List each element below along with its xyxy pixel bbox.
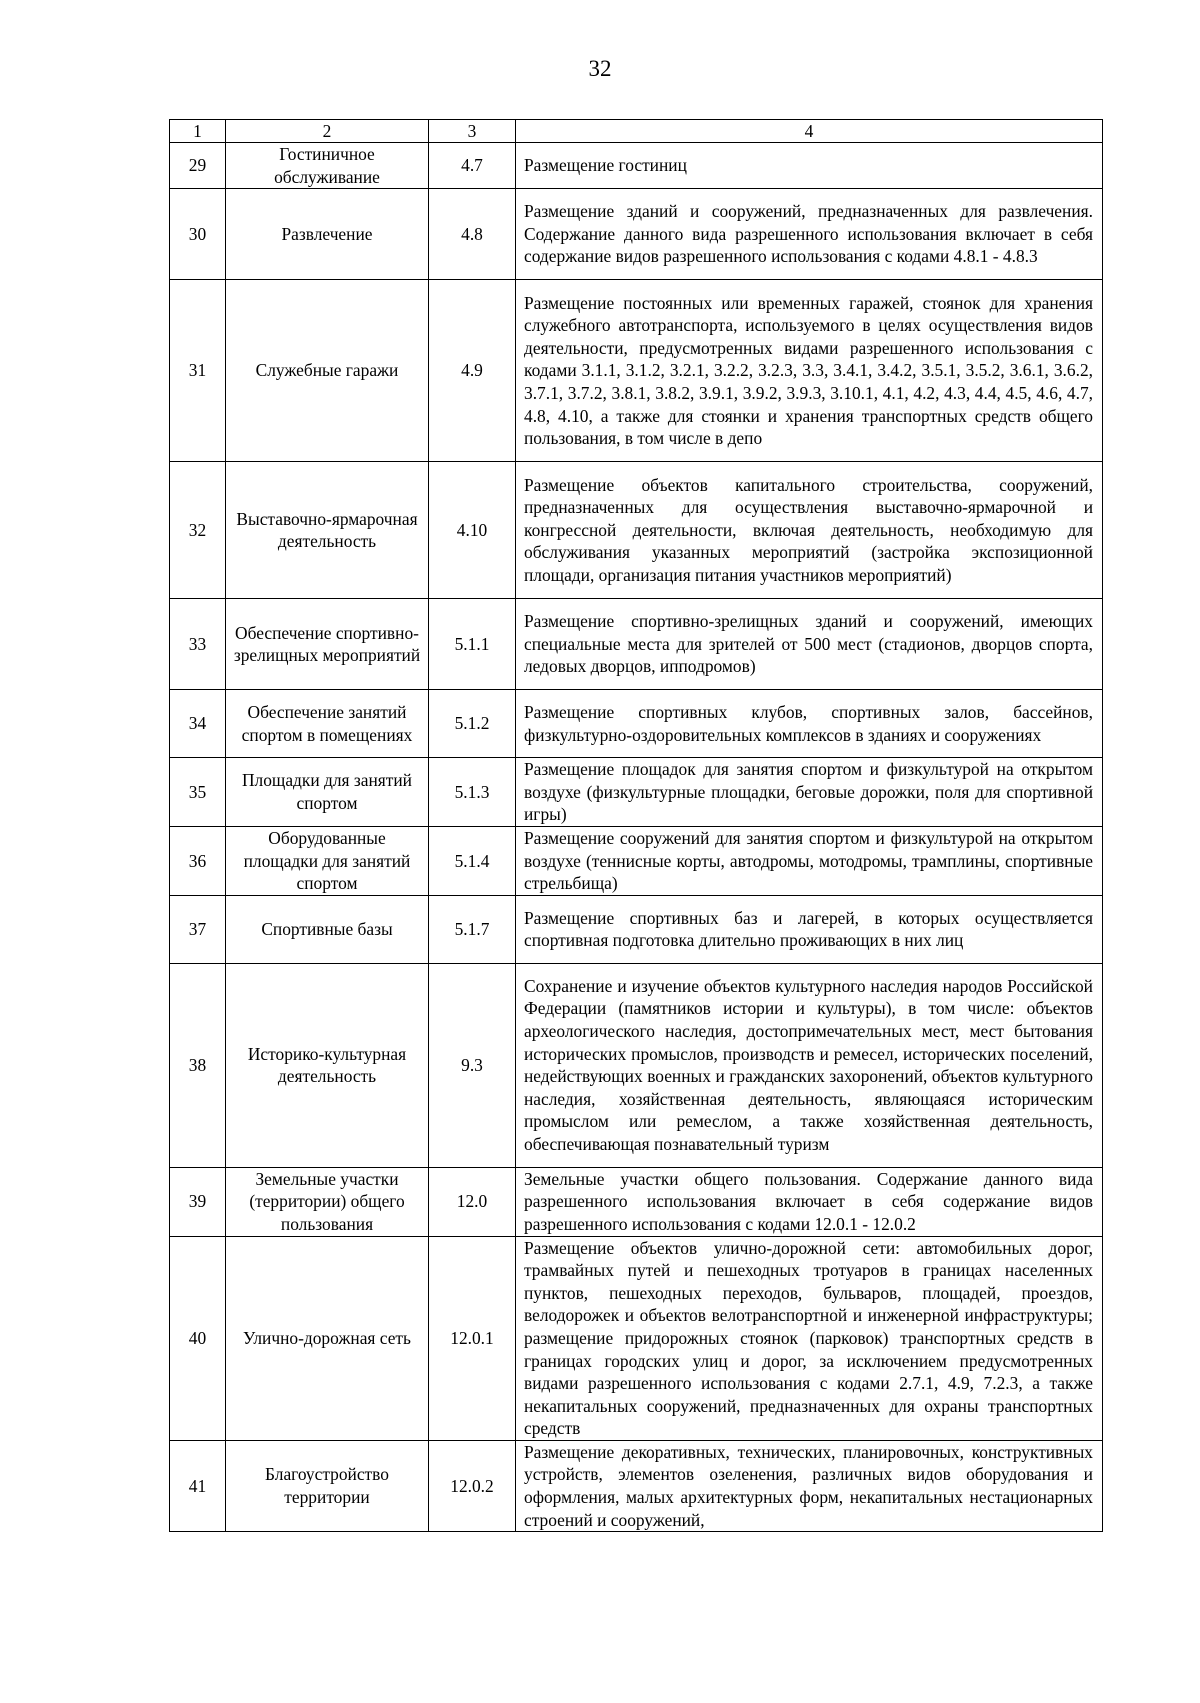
land-use-description: Размещение спортивных клубов, спортивных залов, бассейнов, физкультурно-оздоровительных комплексов в зданиях и сооружениях — [516, 690, 1103, 758]
land-use-description: Размещение сооружений для занятия спортом и физкультурой на открытом воздухе (теннисные корты, автодромы, мотодромы, трамплины, спортивные стрельбища) — [516, 826, 1103, 895]
header-col-1: 1 — [170, 120, 226, 143]
land-use-code: 12.0.1 — [429, 1236, 516, 1440]
row-number: 34 — [170, 690, 226, 758]
land-use-name: Обеспечение спортивно-зрелищных мероприятий — [226, 599, 429, 690]
table-row — [170, 758, 1103, 827]
land-use-name: Выставочно-ярмарочная деятельность — [226, 462, 429, 599]
land-use-description: Размещение спортивно-зрелищных зданий и сооружений, имеющих специальные места для зрителей от 500 мест (стадионов, дворцов спорта, ледовых дворцов, ипподромов) — [516, 599, 1103, 690]
land-use-description: Размещение постоянных или временных гаражей, стоянок для хранения служебного автотранспорта, используемого в целях осуществления видов деятельности, предусмотренных видами разрешенного использования с кодами 3.1.1, 3.1.2, 3.2.1, 3.2.2, 3.2.3, 3.3, 3.4.1, 3.4.2, 3.5.1, 3.5.2, 3.6.1, 3.6.2, 3.7.1, 3.7.2, 3.8.1, 3.8.2, 3.9.1, 3.9.2, 3.9.3, 3.10.1, 4.1, 4.2, 4.3, 4.4, 4.5, 4.6, 4.7, 4.8, 4.10, а также для стоянки и хранения транспортных средств общего пользования, в том числе в депо — [516, 280, 1103, 462]
table-row — [170, 189, 1103, 280]
table-header-row — [170, 120, 1103, 143]
row-number: 32 — [170, 462, 226, 599]
land-use-table — [169, 119, 1103, 1532]
land-use-code: 4.10 — [429, 462, 516, 599]
land-use-name: Улично-дорожная сеть — [226, 1236, 429, 1440]
row-number: 39 — [170, 1167, 226, 1236]
land-use-code: 5.1.2 — [429, 690, 516, 758]
table-row — [170, 462, 1103, 599]
land-use-description: Размещение зданий и сооружений, предназначенных для развлечения. Содержание данного вида разрешенного использования включает в себя содержание видов разрешенного использования с кодами 4.8.1 - 4.8.3 — [516, 189, 1103, 280]
land-use-name: Гостиничное обслуживание — [226, 143, 429, 189]
header-col-2: 2 — [226, 120, 429, 143]
row-number: 41 — [170, 1440, 226, 1531]
land-use-name: Обеспечение занятий спортом в помещениях — [226, 690, 429, 758]
land-use-code: 9.3 — [429, 963, 516, 1167]
row-number: 40 — [170, 1236, 226, 1440]
row-number: 38 — [170, 963, 226, 1167]
land-use-name: Развлечение — [226, 189, 429, 280]
row-number: 36 — [170, 826, 226, 895]
land-use-code: 4.7 — [429, 143, 516, 189]
row-number: 33 — [170, 599, 226, 690]
land-use-description: Размещение объектов капитального строительства, сооружений, предназначенных для осуществления выставочно-ярмарочной и конгрессной деятельности, включая деятельность, необходимую для обслуживания указанных мероприятий (застройка экспозиционной площади, организация питания участников мероприятий) — [516, 462, 1103, 599]
table-row — [170, 143, 1103, 189]
land-use-name: Благоустройство территории — [226, 1440, 429, 1531]
table-row — [170, 1167, 1103, 1236]
land-use-code: 5.1.7 — [429, 895, 516, 963]
land-use-code: 5.1.1 — [429, 599, 516, 690]
land-use-description: Размещение площадок для занятия спортом и физкультурой на открытом воздухе (физкультурные площадки, беговые дорожки, поля для спортивной игры) — [516, 758, 1103, 827]
table-row — [170, 1236, 1103, 1440]
land-use-code: 12.0.2 — [429, 1440, 516, 1531]
land-use-description: Размещение спортивных баз и лагерей, в которых осуществляется спортивная подготовка длительно проживающих в них лиц — [516, 895, 1103, 963]
table-row — [170, 826, 1103, 895]
land-use-name: Оборудованные площадки для занятий спортом — [226, 826, 429, 895]
header-col-4: 4 — [516, 120, 1103, 143]
table-row — [170, 1440, 1103, 1531]
row-number: 31 — [170, 280, 226, 462]
land-use-name: Спортивные базы — [226, 895, 429, 963]
land-use-code: 4.8 — [429, 189, 516, 280]
table-row — [170, 280, 1103, 462]
table-row — [170, 895, 1103, 963]
land-use-name: Служебные гаражи — [226, 280, 429, 462]
land-use-description: Размещение декоративных, технических, планировочных, конструктивных устройств, элементов озеленения, различных видов оборудования и оформления, малых архитектурных форм, некапитальных нестационарных строений и сооружений, — [516, 1440, 1103, 1531]
row-number: 35 — [170, 758, 226, 827]
row-number: 30 — [170, 189, 226, 280]
land-use-name: Историко-культурная деятельность — [226, 963, 429, 1167]
land-use-description: Сохранение и изучение объектов культурного наследия народов Российской Федерации (памятников истории и культуры), в том числе: объектов археологического наследия, достопримечательных мест, мест бытования исторических промыслов, производств и ремесел, исторических поселений, недействующих военных и гражданских захоронений, объектов культурного наследия, хозяйственная деятельность, являющаяся историческим промыслом или ремеслом, а также хозяйственная деятельность, обеспечивающая познавательный туризм — [516, 963, 1103, 1167]
page-number: 32 — [588, 56, 612, 81]
table-row — [170, 963, 1103, 1167]
header-col-3: 3 — [429, 120, 516, 143]
land-use-name: Земельные участки (территории) общего пользования — [226, 1167, 429, 1236]
land-use-description: Размещение гостиниц — [516, 143, 1103, 189]
land-use-code: 5.1.4 — [429, 826, 516, 895]
land-use-description: Земельные участки общего пользования. Содержание данного вида разрешенного использования включает в себя содержание видов разрешенного использования с кодами 12.0.1 - 12.0.2 — [516, 1167, 1103, 1236]
row-number: 29 — [170, 143, 226, 189]
land-use-code: 12.0 — [429, 1167, 516, 1236]
row-number: 37 — [170, 895, 226, 963]
land-use-description: Размещение объектов улично-дорожной сети: автомобильных дорог, трамвайных путей и пешеходных тротуаров в границах населенных пунктов, пешеходных переходов, бульваров, площадей, проездов, велодорожек и объектов велотранспортной и инженерной инфраструктуры; размещение придорожных стоянок (парковок) транспортных средств в границах городских улиц и дорог, за исключением предусмотренных видами разрешенного использования с кодами 2.7.1, 4.9, 7.2.3, а также некапитальных сооружений, предназначенных для охраны транспортных средств — [516, 1236, 1103, 1440]
land-use-code: 5.1.3 — [429, 758, 516, 827]
land-use-code: 4.9 — [429, 280, 516, 462]
table-row — [170, 690, 1103, 758]
land-use-name: Площадки для занятий спортом — [226, 758, 429, 827]
table-row — [170, 599, 1103, 690]
